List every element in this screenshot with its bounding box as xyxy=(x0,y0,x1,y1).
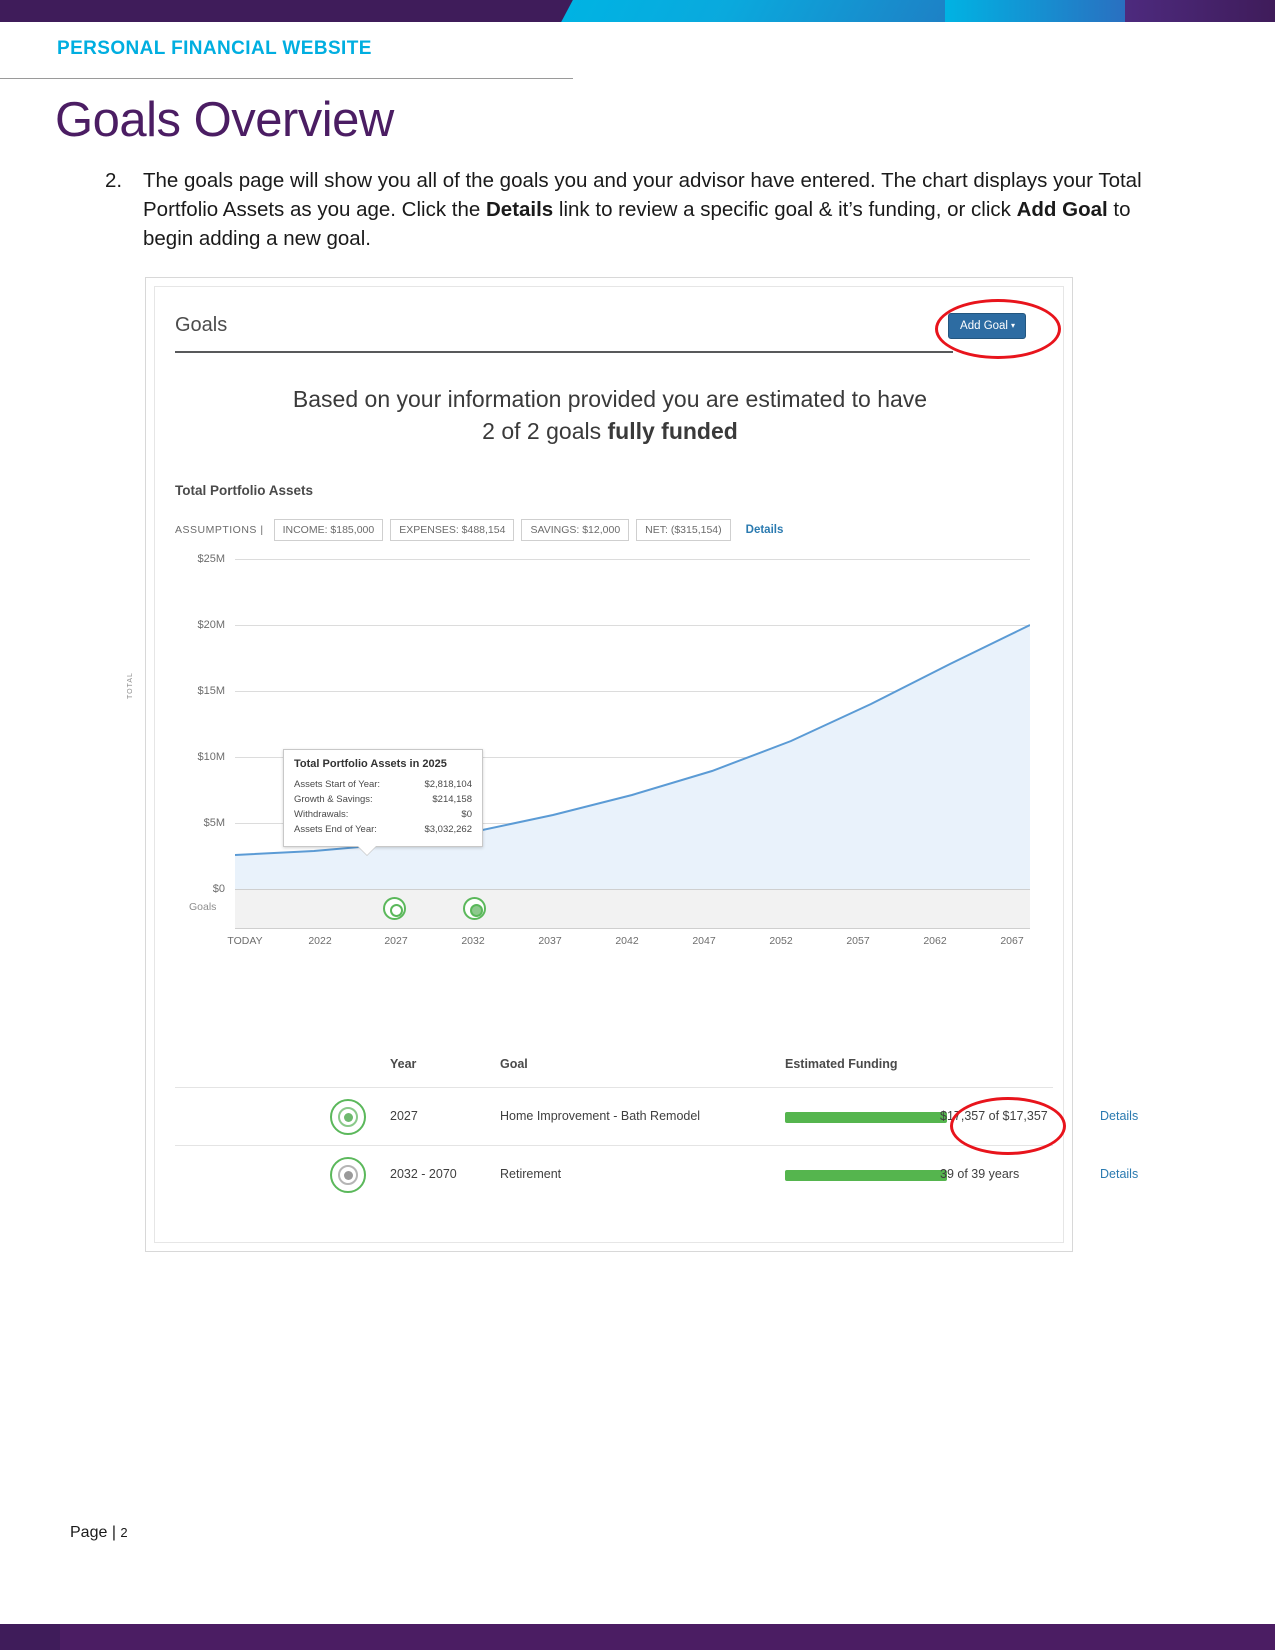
embedded-screenshot xyxy=(127,277,1139,1252)
tooltip-value-assets-start: $2,818,104 xyxy=(424,779,472,790)
gear-icon xyxy=(330,1157,366,1193)
funding-progress-bar xyxy=(785,1112,947,1123)
chart-x-axis xyxy=(227,935,1030,951)
assumption-chip-income[interactable]: INCOME: $185,000 xyxy=(274,519,384,541)
funding-progress-bar xyxy=(785,1170,947,1181)
top-bar-teal-swoosh xyxy=(559,0,991,22)
add-goal-button-label: Add Goal xyxy=(960,320,1008,332)
instruction-text xyxy=(143,166,1145,253)
cell-year: 2027 xyxy=(390,1109,418,1123)
chart-goal-marker-target-icon[interactable] xyxy=(383,897,406,920)
table-row[interactable] xyxy=(175,1087,1139,1146)
goals-panel xyxy=(127,286,1139,1243)
instruction-text-part2: link to review a specific goal & it’s funding, or click xyxy=(553,198,1017,221)
funding-headline-count: 2 of 2 goals xyxy=(482,418,608,444)
chart-goals-band-label: Goals xyxy=(189,901,217,913)
top-decorative-bar xyxy=(0,0,1275,22)
cell-year: 2032 - 2070 xyxy=(390,1167,457,1181)
footer-page-value: 2 xyxy=(120,1525,128,1540)
funding-progress-fill xyxy=(785,1112,947,1123)
tooltip-label-assets-end: Assets End of Year: xyxy=(294,824,377,835)
annotation-ellipse-add-goal xyxy=(935,299,1061,359)
goals-panel-title: Goals xyxy=(175,314,228,336)
xtick-label-2067: 2067 xyxy=(1000,935,1024,947)
funding-headline-status: fully funded xyxy=(607,418,738,444)
xtick-label-2032: 2032 xyxy=(461,935,485,947)
funding-headline-line1: Based on your information provided you are estimated to have xyxy=(292,386,928,412)
cell-goal-name: Home Improvement - Bath Remodel xyxy=(500,1109,701,1123)
details-link-row2[interactable]: Details xyxy=(1100,1167,1139,1181)
column-header-year: Year xyxy=(390,1057,417,1071)
chart-tooltip-row xyxy=(294,777,472,792)
xtick-label-2047: 2047 xyxy=(692,935,716,947)
assumption-chip-expenses[interactable]: EXPENSES: $488,154 xyxy=(390,519,514,541)
assumption-chip-savings[interactable]: SAVINGS: $12,000 xyxy=(521,519,629,541)
top-bar-purple-accent xyxy=(1125,0,1275,22)
chart-goal-marker-gear-icon[interactable] xyxy=(463,897,486,920)
chart-tooltip-title: Total Portfolio Assets in 2025 xyxy=(294,758,447,770)
instruction-bold-details: Details xyxy=(485,198,554,221)
ytick-label-15m: $15M xyxy=(197,685,225,697)
tooltip-label-growth-savings: Growth & Savings: xyxy=(294,794,373,805)
ytick-label-0: $0 xyxy=(212,883,225,895)
ytick-label-5m: $5M xyxy=(203,817,225,829)
tooltip-value-withdrawals: $0 xyxy=(461,809,472,820)
xtick-label-2042: 2042 xyxy=(615,935,639,947)
chart-tooltip-row xyxy=(294,822,472,837)
chart-tooltip-row xyxy=(294,792,472,807)
funding-progress-fill xyxy=(785,1170,947,1181)
chart-tooltip-row xyxy=(294,807,472,822)
chart-goals-band xyxy=(235,889,1030,929)
chart-y-axis-label: TOTAL xyxy=(127,672,134,699)
footer-page-number xyxy=(70,1524,128,1542)
assumptions-row xyxy=(175,519,783,541)
tooltip-label-withdrawals: Withdrawals: xyxy=(294,809,349,820)
ytick-label-25m: $25M xyxy=(197,553,225,565)
target-icon xyxy=(330,1099,366,1135)
ytick-label-20m: $20M xyxy=(197,619,225,631)
footer-page-label: Page | xyxy=(70,1524,116,1541)
xtick-label-2052: 2052 xyxy=(769,935,793,947)
column-header-goal: Goal xyxy=(500,1057,528,1071)
xtick-label-2027: 2027 xyxy=(384,935,408,947)
tooltip-value-growth-savings: $214,158 xyxy=(432,794,472,805)
funding-headline-line2 xyxy=(155,415,1065,447)
assumption-chip-net[interactable]: NET: ($315,154) xyxy=(636,519,730,541)
cell-funding-amount: 39 of 39 years xyxy=(940,1167,1020,1181)
assumptions-label: ASSUMPTIONS | xyxy=(175,524,264,536)
cell-funding-amount: $17,357 of $17,357 xyxy=(940,1109,1048,1123)
instruction-bold-add-goal: Add Goal xyxy=(1016,198,1108,221)
instruction-text-part3: to begin adding a new goal. xyxy=(143,198,1131,250)
header-divider xyxy=(0,78,573,79)
annotation-ellipse-details xyxy=(950,1097,1066,1155)
instruction-block xyxy=(105,166,1145,253)
xtick-label-2022: 2022 xyxy=(308,935,332,947)
column-header-estimated-funding: Estimated Funding xyxy=(785,1057,898,1071)
total-portfolio-assets-label: Total Portfolio Assets xyxy=(175,483,314,498)
tooltip-label-assets-start: Assets Start of Year: xyxy=(294,779,381,790)
xtick-label-2057: 2057 xyxy=(846,935,870,947)
chevron-down-icon: ▾ xyxy=(1010,321,1015,330)
xtick-label-2037: 2037 xyxy=(538,935,562,947)
details-link-row1[interactable]: Details xyxy=(1100,1109,1139,1123)
cell-goal-name: Retirement xyxy=(500,1167,562,1181)
bottom-bar-accent xyxy=(0,1624,60,1650)
chart-tooltip xyxy=(283,749,483,847)
instruction-number: 2. xyxy=(105,169,123,192)
header-eyebrow-label: PERSONAL FINANCIAL WEBSITE xyxy=(57,38,372,59)
ytick-label-10m: $10M xyxy=(197,751,225,763)
bottom-decorative-bar xyxy=(0,1624,1275,1650)
assumptions-details-link[interactable]: Details xyxy=(745,524,784,536)
xtick-label-2062: 2062 xyxy=(923,935,947,947)
table-row[interactable] xyxy=(175,1145,1139,1204)
instruction-text-part1: The goals page will show you all of the goals you and your advisor have entered. The chart displays your Total Portfolio Assets as you age. Click the xyxy=(143,169,1142,221)
tooltip-value-assets-end: $3,032,262 xyxy=(424,824,472,835)
funding-headline xyxy=(155,383,1065,447)
xtick-label-today: TODAY xyxy=(227,935,263,947)
page-title: Goals Overview xyxy=(55,93,394,147)
goals-panel-divider xyxy=(175,351,953,353)
